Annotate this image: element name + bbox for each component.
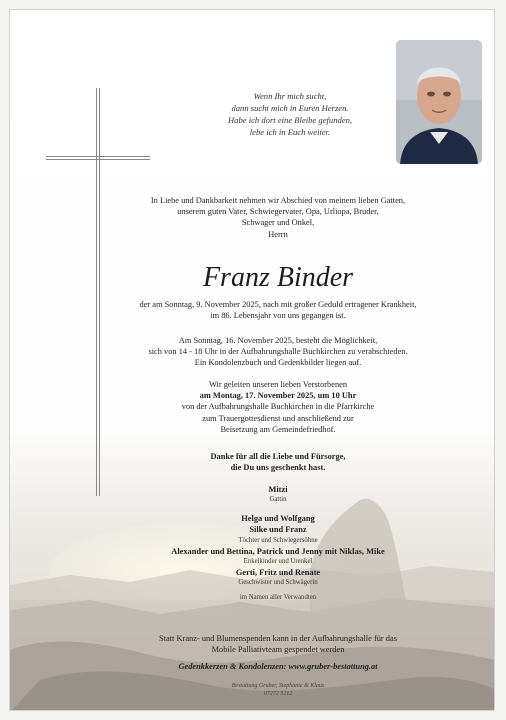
funeral-text <box>120 379 436 435</box>
undertaker <box>120 682 436 698</box>
family-names: Silke und Franz <box>249 525 307 535</box>
poem-line: Habe ich dort eine Bleibe gefunden, <box>227 115 353 125</box>
viewing-text <box>120 335 436 369</box>
poem-line: lebe ich in Euch weiter. <box>249 127 331 137</box>
intro-line: Herrn <box>268 229 288 239</box>
intro-line: In Liebe und Dankbarkeit nehmen wir Abschied von meinem lieben Gatten, <box>150 196 406 205</box>
family-names: Helga und Wolfgang <box>241 514 315 524</box>
funeral-date: am Montag, 17. November 2025, um 10 Uhr <box>199 391 357 401</box>
thanks-line: Danke für all die Liebe und Fürsorge, <box>210 452 346 461</box>
family-names: Mitzi <box>268 485 288 494</box>
candles-link: Gedenkkerzen & Kondolenzen: www.gruber-bestattung.at <box>178 662 378 671</box>
family-role: Enkelkinder und Urenkel <box>243 557 313 565</box>
death-line: im 86. Lebensjahr von uns gegangen ist. <box>210 311 346 321</box>
donation-line: Mobile Palliativteam gespendet werden <box>211 645 345 655</box>
death-text <box>120 299 436 321</box>
family-role: Gattin <box>269 496 287 504</box>
viewing-line: sich von 14 - 18 Uhr in der Aufbahrungshalle Buchkirchen zu verabschieden. <box>148 347 408 357</box>
thanks-line: die Du uns geschenkt hast. <box>230 463 326 473</box>
obituary-card <box>9 9 495 711</box>
family-role: Geschwister und Schwägerin <box>238 579 318 587</box>
intro-text <box>120 195 436 240</box>
funeral-line: Wir geleiten unseren lieben Verstorbenen <box>208 380 348 389</box>
family-names: Gerti, Fritz und Renate <box>235 567 321 577</box>
funeral-line: von der Aufbahrungshalle Buchkirchen in die Pfarrkirche <box>181 402 375 412</box>
death-line: der am Sonntag, 9. November 2025, nach mit großer Geduld ertragener Krankheit, <box>139 300 417 309</box>
funeral-line: Beisetzung am Gemeindefriedhof. <box>220 424 336 434</box>
poem-line: dann sucht mich in Euren Herzen. <box>231 103 349 113</box>
relatives-text: im Namen aller Verwandten <box>239 594 317 602</box>
undertaker-phone: 07272 5212 <box>263 691 293 697</box>
intro-line: Schwager und Onkel, <box>241 218 315 228</box>
family-list <box>120 484 436 603</box>
funeral-line: zum Trauergottesdienst und anschließend zur <box>202 413 354 423</box>
donation-line: Statt Kranz- und Blumenspenden kann in der Aufbahrungshalle für das <box>159 634 397 643</box>
deceased-name: Franz Binder <box>202 262 354 293</box>
undertaker-name: Bestattung Gruber, Stephanie & Klaus <box>231 683 325 689</box>
viewing-line: Am Sonntag, 16. November 2025, besteht die Möglichkeit, <box>178 336 378 345</box>
viewing-line: Ein Kondolenzbuch und Gedenkbilder liegen auf. <box>194 358 362 368</box>
thanks-text <box>120 451 436 473</box>
poem <box>210 90 370 138</box>
family-names: Alexander und Bettina, Patrick und Jenny mit Niklas, Mike <box>171 546 385 556</box>
family-role: Töchter und Schwiegersöhne <box>238 536 318 544</box>
intro-line: unserem guten Vater, Schwiegervater, Opa, Urliopa, Bruder, <box>177 207 379 217</box>
portrait-photo <box>396 40 482 164</box>
poem-line: Wenn Ihr mich sucht, <box>253 91 327 101</box>
donation-text <box>120 633 436 655</box>
